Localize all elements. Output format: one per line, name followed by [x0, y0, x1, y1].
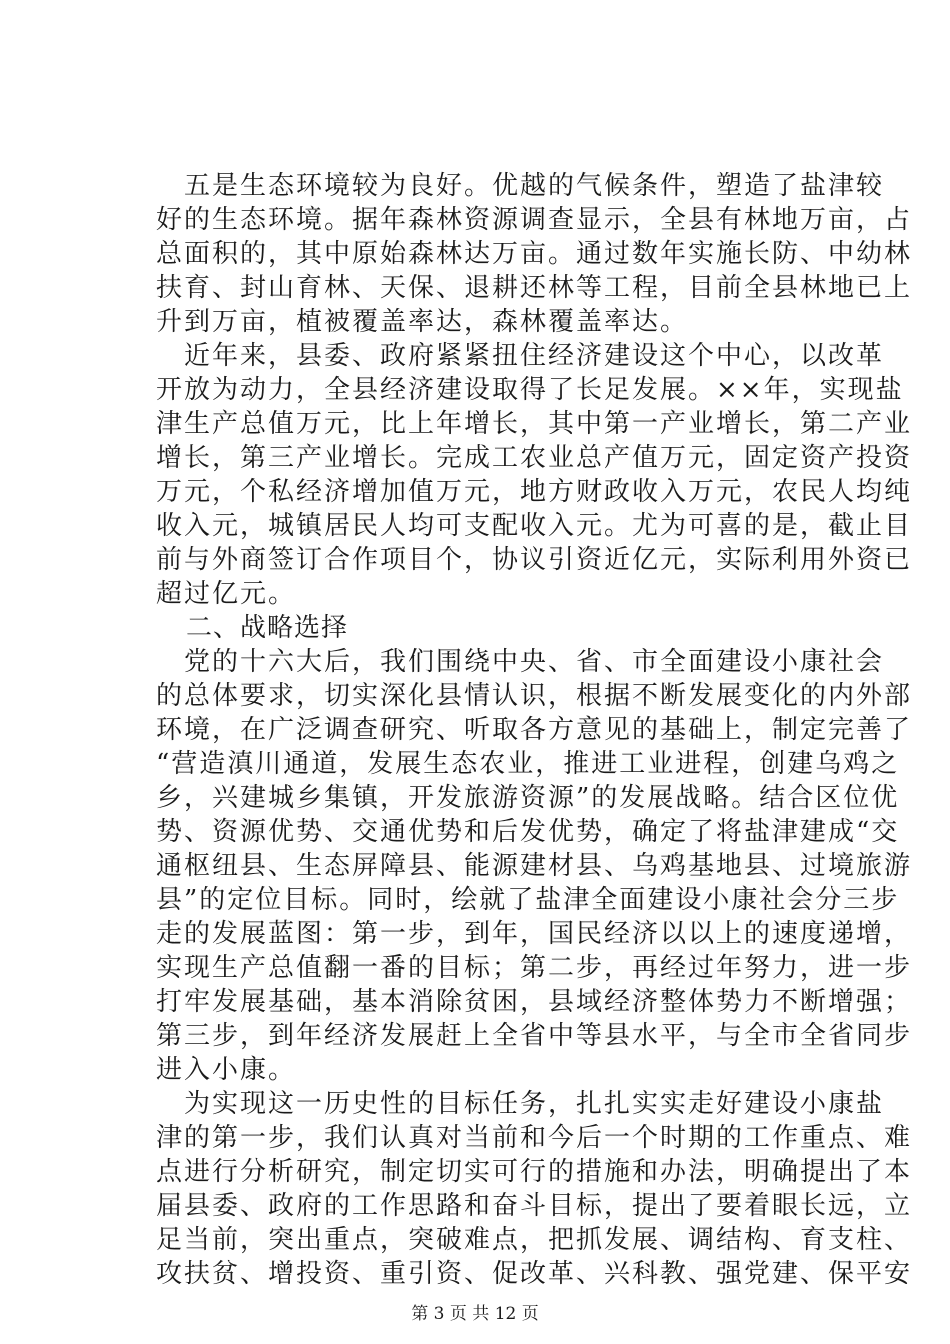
text-line: 通枢纽县、生态屏障县、能源建材县、乌鸡基地县、过境旅游	[156, 851, 913, 881]
text-line: 前与外商签订合作项目个，协议引资近亿元，实际利用外资已	[156, 545, 913, 575]
text-line: 扶育、封山育林、天保、退耕还林等工程，目前全县林地已上	[156, 273, 913, 303]
section-heading: 二、战略选择	[186, 613, 349, 643]
text-line: 党的十六大后，我们围绕中央、省、市全面建设小康社会	[184, 647, 885, 677]
text-line: “营造滇川通道，发展生态农业，推进工业进程，创建乌鸡之	[156, 749, 900, 779]
text-line: 为实现这一历史性的目标任务，扎扎实实走好建设小康盐	[184, 1089, 885, 1119]
text-line: 五是生态环境较为良好。优越的气候条件，塑造了盐津较	[184, 171, 885, 201]
text-line: 实现生产总值翻一番的目标；第二步，再经过年努力，进一步	[156, 953, 913, 983]
text-line: 超过亿元。	[156, 579, 297, 609]
text-line: 第三步，到年经济发展赶上全省中等县水平，与全市全省同步	[156, 1021, 913, 1051]
text-line: 走的发展蓝图：第一步，到年，国民经济以以上的速度递增，	[156, 919, 913, 949]
text-line: 进入小康。	[156, 1055, 297, 1085]
text-line: 环境，在广泛调查研究、听取各方意见的基础上，制定完善了	[156, 715, 913, 745]
text-line: 增长，第三产业增长。完成工农业总产值万元，固定资产投资	[156, 443, 913, 473]
text-line: 届县委、政府的工作思路和奋斗目标，提出了要着眼长远，立	[156, 1191, 913, 1221]
text-line: 乡，兴建城乡集镇，开发旅游资源”的发展战略。结合区位优	[156, 783, 900, 813]
page-number-footer: 第 3 页 共 12 页	[411, 1304, 539, 1324]
text-line: 总面积的，其中原始森林达万亩。通过数年实施长防、中幼林	[156, 239, 913, 269]
text-line: 升到万亩，植被覆盖率达，森林覆盖率达。	[156, 307, 689, 337]
text-line: 攻扶贫、增投资、重引资、促改革、兴科教、强党建、保平安	[156, 1259, 913, 1289]
text-line: 打牢发展基础，基本消除贫困，县域经济整体势力不断增强；	[156, 987, 913, 1017]
text-line: 好的生态环境。据年森林资源调查显示，全县有林地万亩，占	[156, 205, 913, 235]
text-line: 津的第一步，我们认真对当前和今后一个时期的工作重点、难	[156, 1123, 913, 1153]
text-line: 点进行分析研究，制定切实可行的措施和办法，明确提出了本	[156, 1157, 913, 1187]
text-line: 足当前，突出重点，突破难点，把抓发展、调结构、育支柱、	[156, 1225, 913, 1255]
text-line: 开放为动力，全县经济建设取得了长足发展。××年，实现盐	[156, 375, 904, 405]
text-line: 收入元，城镇居民人均可支配收入元。尤为可喜的是，截止目	[156, 511, 913, 541]
text-line: 津生产总值万元，比上年增长，其中第一产业增长，第二产业	[156, 409, 913, 439]
text-line: 县”的定位目标。同时，绘就了盐津全面建设小康社会分三步	[156, 885, 900, 915]
text-line: 的总体要求，切实深化县情认识，根据不断发展变化的内外部	[156, 681, 913, 711]
text-line: 势、资源优势、交通优势和后发优势，确定了将盐津建成“交	[156, 817, 900, 847]
text-line: 万元，个私经济增加值万元，地方财政收入万元，农民人均纯	[156, 477, 913, 507]
text-line: 近年来，县委、政府紧紧扭住经济建设这个中心，以改革	[184, 341, 885, 371]
